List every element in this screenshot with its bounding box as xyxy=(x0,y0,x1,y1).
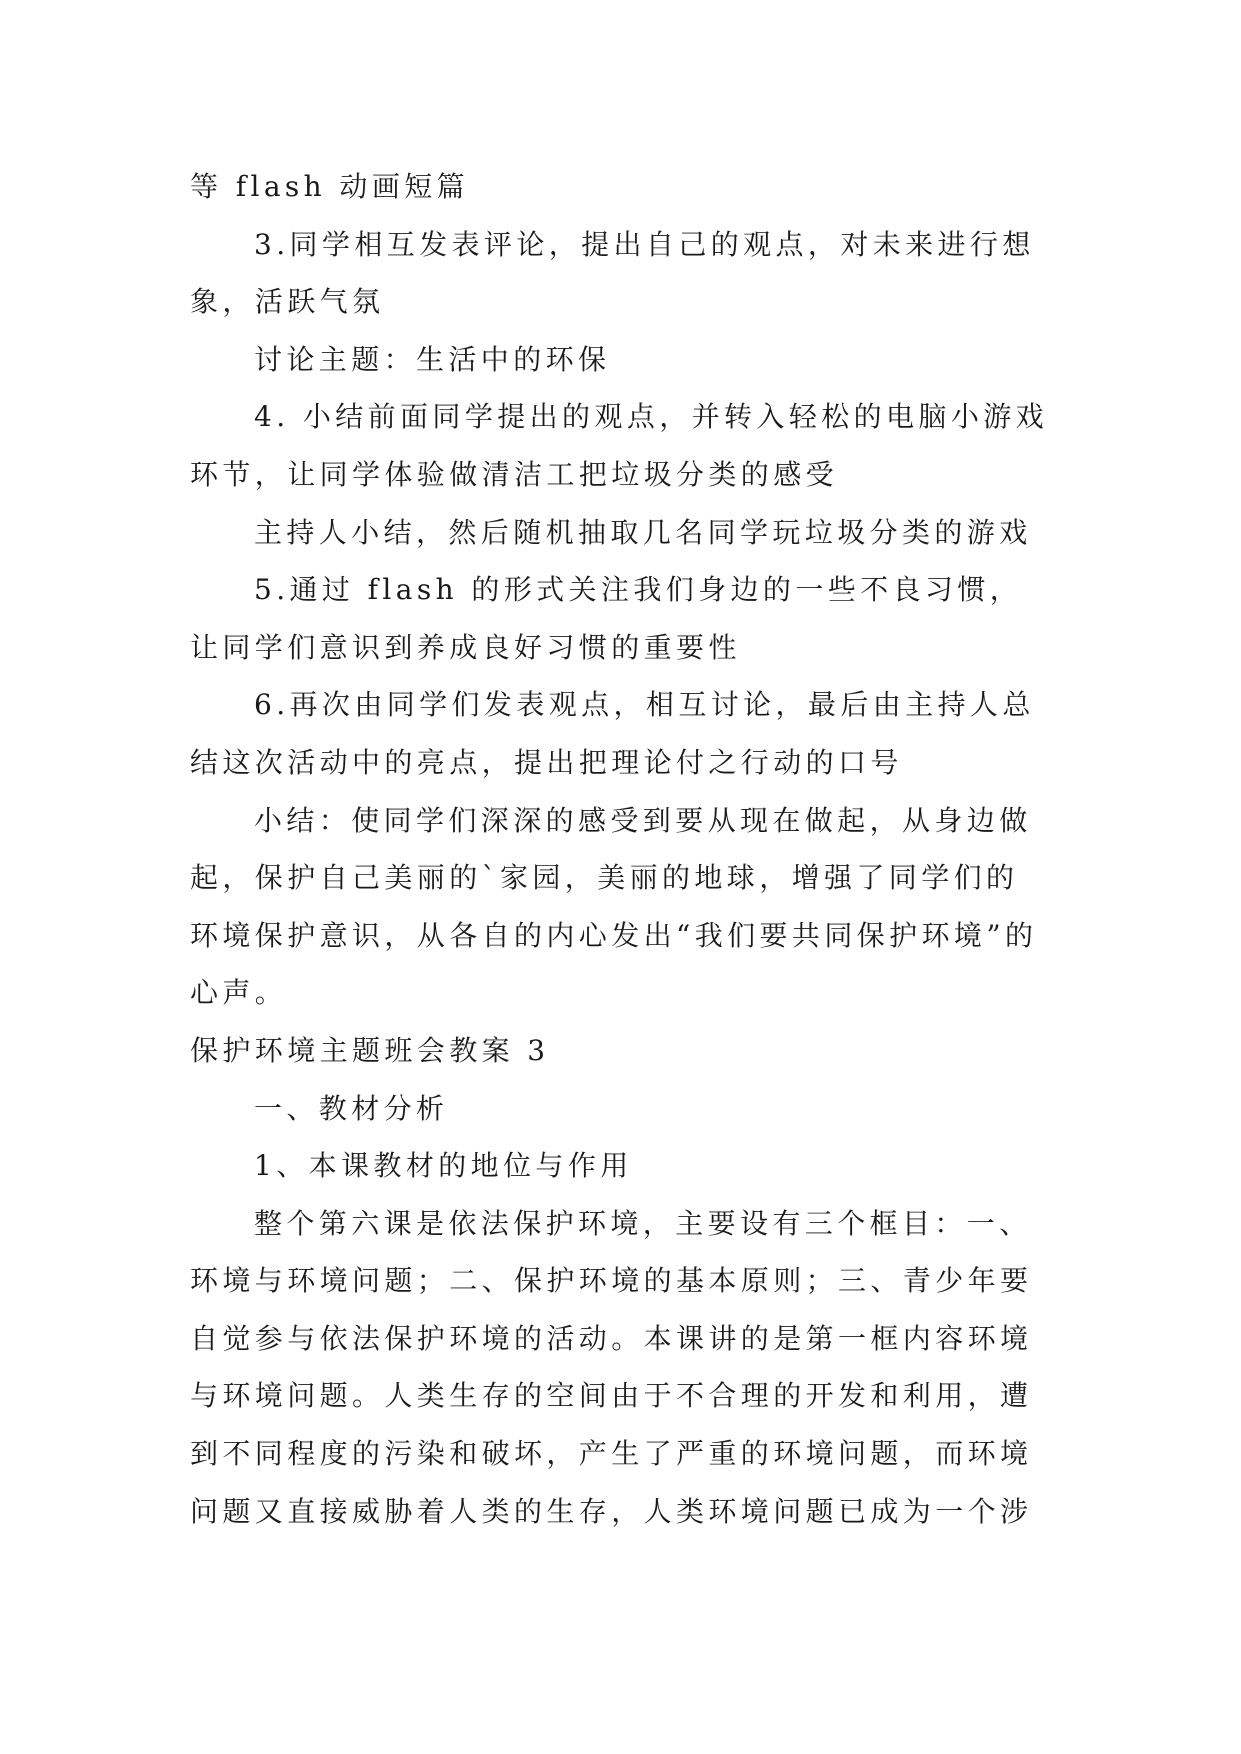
paragraph-discussion-topic: 讨论主题：生活中的环保 xyxy=(254,342,611,376)
paragraph-step-5: 5.通过 flash 的形式关注我们身边的一些不良习惯，让同学们意识到养成良好习惯的重要性 xyxy=(190,573,1023,664)
paragraph-step-3: 3.同学相互发表评论，提出自己的观点，对未来进行想象，活跃气氛 xyxy=(190,227,1035,319)
document-body xyxy=(190,158,1050,1540)
section-heading: 保护环境主题班会教案 3 xyxy=(190,1033,550,1067)
paragraph-lesson-overview: 整个第六课是依法保护环境，主要设有三个框目：一、环境与环境问题；二、保护环境的基本原则；三、青少年要自觉参与依法保护环境的活动。本课讲的是第一框内容环境与环境问题。人类生存的空间由于不合理的开发和利用，遭到不同程度的污染和破坏，产生了严重的环境问题，而环境问题又直接威胁着人类的生存，人类环境问题已成为一个涉 xyxy=(190,1206,1033,1528)
paragraph-host-summary: 主持人小结，然后随机抽取几名同学玩垃圾分类的游戏 xyxy=(254,515,1032,549)
paragraph-step-6: 6.再次由同学们发表观点，相互讨论，最后由主持人总结这次活动中的亮点，提出把理论付之行动的口号 xyxy=(190,688,1035,779)
paragraph-step-4: 4. 小结前面同学提出的观点，并转入轻松的电脑小游戏环节，让同学体验做清洁工把垃圾分类的感受 xyxy=(190,400,1049,491)
subheading-role: 1、本课教材的地位与作用 xyxy=(254,1149,633,1183)
subheading-textbook-analysis: 一、教材分析 xyxy=(254,1091,449,1125)
paragraph-continuation: 等 flash 动画短篇 xyxy=(190,170,470,203)
paragraph-summary: 小结：使同学们深深的感受到要从现在做起，从身边做起，保护自己美丽的`家园，美丽的地球，增强了同学们的环境保护意识，从各自的内心发出“我们要共同保护环境”的心声。 xyxy=(190,803,1038,1010)
